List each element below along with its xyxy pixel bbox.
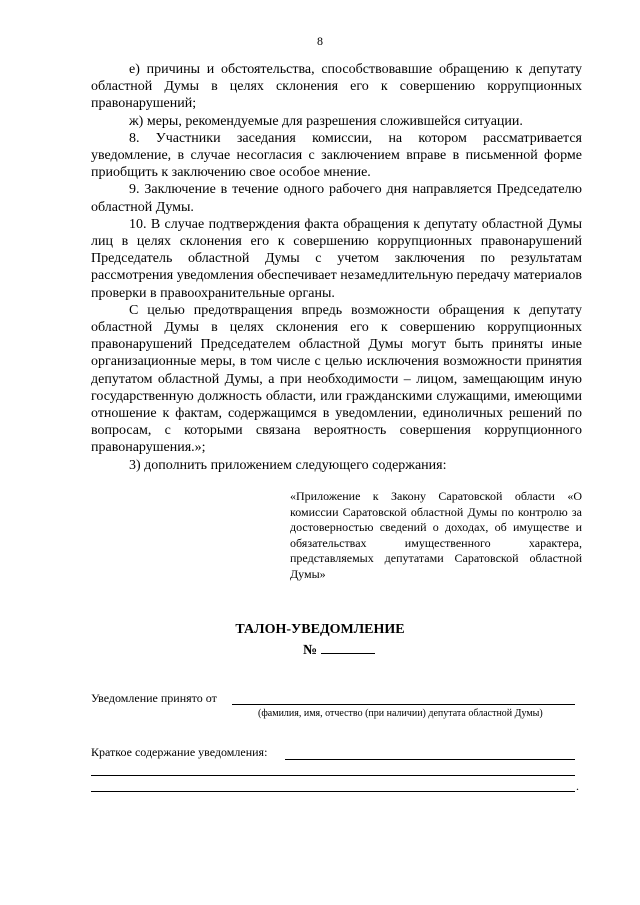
talon-number	[303, 640, 375, 659]
page-number: 8	[317, 34, 323, 48]
number-sign: №	[303, 643, 318, 658]
annex-text: «Приложение к Закону Саратовской области «О комиссии Саратовской областной Думы по контролю за достоверностью сведений о доходах, об имуществе и обязательствах имущественного характера, представляемых депутатами Саратовской областной Думы»	[290, 489, 582, 581]
accepted-from-hint: (фамилия, имя, отчество (при наличии) депутата областной Думы)	[258, 708, 543, 719]
paragraph-item-e: е) причины и обстоятельства, способствовавшие обращению к депутату областной Думы в целях склонения его к совершению коррупционных правонарушений;	[91, 62, 582, 112]
accepted-from-field[interactable]	[232, 704, 575, 705]
annex-header	[290, 489, 582, 583]
paragraph-9: 9. Заключение в течение одного рабочего дня направляется Председателю областной Думы.	[91, 182, 582, 215]
talon-title: ТАЛОН-УВЕДОМЛЕНИЕ	[235, 622, 405, 637]
paragraph-10: 10. В случае подтверждения факта обращения к депутату областной Думы лиц в целях склонения его к совершению коррупционных правонарушений Председатель областной Думы с учетом заключения по результатам рассмотрения уведомления обеспечивает незамедлительную передачу материалов проверки в правоохранительные органы.	[91, 216, 582, 301]
summary-field-line-1[interactable]	[285, 759, 575, 760]
summary-label: Краткое содержание уведомления:	[91, 745, 268, 759]
summary-field-line-3[interactable]	[91, 791, 575, 792]
end-mark: .	[576, 779, 579, 793]
paragraph-8: 8. Участники заседания комиссии, на котором рассматривается уведомление, в случае несогласия с заключением вправе в письменной форме приобщить к заключению свое особое мнение.	[91, 130, 582, 181]
paragraph-item-zh: ж) меры, рекомендуемые для разрешения сложившейся ситуации.	[129, 113, 523, 129]
number-blank-line	[321, 640, 375, 654]
document-body	[91, 61, 582, 474]
paragraph-item-3: 3) дополнить приложением следующего содержания:	[129, 457, 447, 473]
paragraph-prevention: С целью предотвращения впредь возможности обращения к депутату областной Думы в целях склонения его к совершению коррупционных правонарушений Председателем областной Думы могут быть приняты иные организационные меры, в том числе с целью исключения возможности принятия депутатом областной Думы, а при необходимости – лицом, замещающим иную государственную должность области, или гражданскими служащими, имеющими отношение к фактам, содержащимся в уведомлении, единоличных решений по вопросам, с которыми связана вероятность совершения коррупционного правонарушения.»;	[91, 302, 582, 456]
accepted-from-label: Уведомление принято от	[91, 691, 217, 705]
summary-field-line-2[interactable]	[91, 775, 575, 776]
